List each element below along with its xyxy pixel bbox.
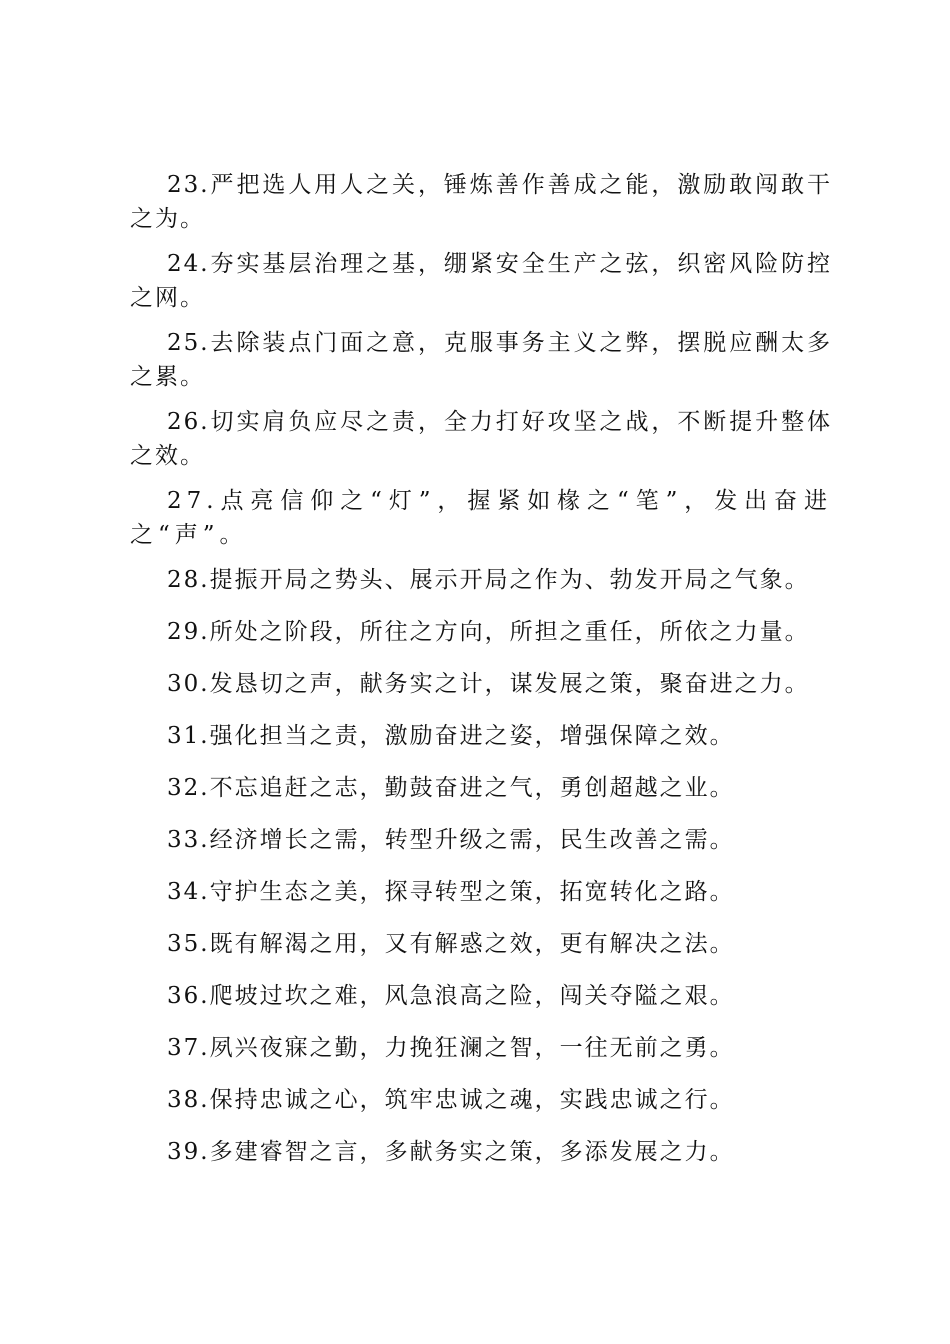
list-item-33: 33.经济增长之需，转型升级之需，民生改善之需。 [167,827,735,853]
list-item-32: 32.不忘追赶之志，勤鼓奋进之气，勇创超越之业。 [167,775,735,801]
list-item-25: 25.去除装点门面之意，克服事务主义之弊，摆脱应酬太多之累。 [130,330,832,390]
list-item-24: 24.夯实基层治理之基，绷紧安全生产之弦，织密风险防控之网。 [130,251,832,311]
list-item-36: 36.爬坡过坎之难，风急浪高之险，闯关夺隘之艰。 [167,983,735,1009]
list-item-37: 37.夙兴夜寐之勤，力挽狂澜之智，一往无前之勇。 [167,1035,735,1061]
list-item-26: 26.切实肩负应尽之责，全力打好攻坚之战，不断提升整体之效。 [130,409,832,469]
list-item-30: 30.发恳切之声，献务实之计，谋发展之策，聚奋进之力。 [167,671,810,697]
list-item-38: 38.保持忠诚之心，筑牢忠诚之魂，实践忠诚之行。 [167,1087,735,1113]
list-item-34: 34.守护生态之美，探寻转型之策，拓宽转化之路。 [167,879,735,905]
list-item-23: 23.严把选人用人之关，锤炼善作善成之能，激励敢闯敢干之为。 [130,172,832,232]
list-item-39: 39.多建睿智之言，多献务实之策，多添发展之力。 [167,1139,735,1165]
document-body [130,168,832,1187]
list-item-31: 31.强化担当之责，激励奋进之姿，增强保障之效。 [167,723,735,749]
list-item-35: 35.既有解渴之用，又有解惑之效，更有解决之法。 [167,931,735,957]
list-item-28: 28.提振开局之势头、展示开局之作为、勃发开局之气象。 [167,567,810,593]
list-item-27: 27.点亮信仰之“灯”，握紧如椽之“笔”，发出奋进之“声”。 [130,488,832,548]
list-item-29: 29.所处之阶段，所往之方向，所担之重任，所依之力量。 [167,619,810,645]
